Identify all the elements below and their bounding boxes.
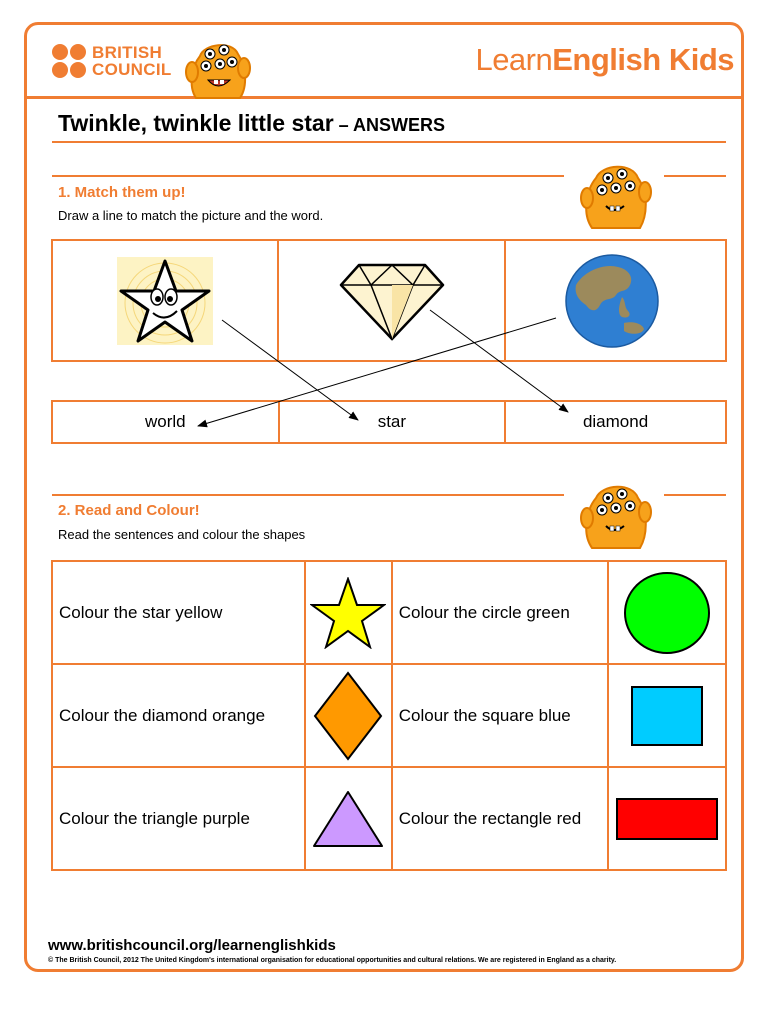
section2-heading: 2. Read and Colour! <box>58 502 200 519</box>
footer-url[interactable]: www.britishcouncil.org/learnenglishkids <box>48 937 336 954</box>
footer-copyright: © The British Council, 2012 The United Kingdom's international organisation for educational opportunities and cultural relations. We are registered in England as a charity. <box>48 957 617 964</box>
shape-cell-square <box>608 664 726 767</box>
logo-learn: Learn <box>475 42 553 77</box>
word-diamond: diamond <box>505 401 726 443</box>
logo-line-1: BRITISH <box>92 43 163 62</box>
table-row <box>52 664 726 767</box>
rectangle-shape-icon <box>615 797 719 841</box>
section2-instruction: Read the sentences and colour the shapes <box>58 527 306 542</box>
circle-shape-icon <box>623 571 711 655</box>
shape-cell-diamond <box>305 664 392 767</box>
shape-cell-star <box>305 561 392 664</box>
sentence-star: Colour the star yellow <box>52 561 305 664</box>
section2-rule-right <box>664 494 726 496</box>
sentence-square: Colour the square blue <box>392 664 608 767</box>
line-star-to-star <box>222 320 358 420</box>
sentence-diamond: Colour the diamond orange <box>52 664 305 767</box>
shape-cell-rectangle <box>608 767 726 870</box>
word-world: world <box>52 401 279 443</box>
title-answers: – ANSWERS <box>333 115 445 135</box>
shape-cell-circle <box>608 561 726 664</box>
sentence-triangle: Colour the triangle purple <box>52 767 305 870</box>
table-row <box>52 767 726 870</box>
sentence-circle: Colour the circle green <box>392 561 608 664</box>
line-diamond-to-diamond <box>430 310 568 412</box>
line-globe-to-world <box>198 318 556 426</box>
logo-english-kids: English Kids <box>552 42 734 77</box>
section1-heading: 1. Match them up! <box>58 184 186 201</box>
colour-table <box>51 560 727 871</box>
triangle-shape-icon <box>312 790 384 848</box>
star-shape-icon <box>310 577 386 649</box>
square-shape-icon <box>630 685 704 747</box>
section2-rule-left <box>52 494 564 496</box>
word-star: star <box>279 401 506 443</box>
sentence-rectangle: Colour the rectangle red <box>392 767 608 870</box>
diamond-shape-icon <box>313 671 383 761</box>
section1-instruction: Draw a line to match the picture and the word. <box>58 208 324 223</box>
logo-line-2: COUNCIL <box>92 60 172 79</box>
monster-mascot-icon <box>578 480 654 552</box>
shape-cell-triangle <box>305 767 392 870</box>
title-main: Twinkle, twinkle little star <box>58 110 334 136</box>
table-row <box>52 561 726 664</box>
